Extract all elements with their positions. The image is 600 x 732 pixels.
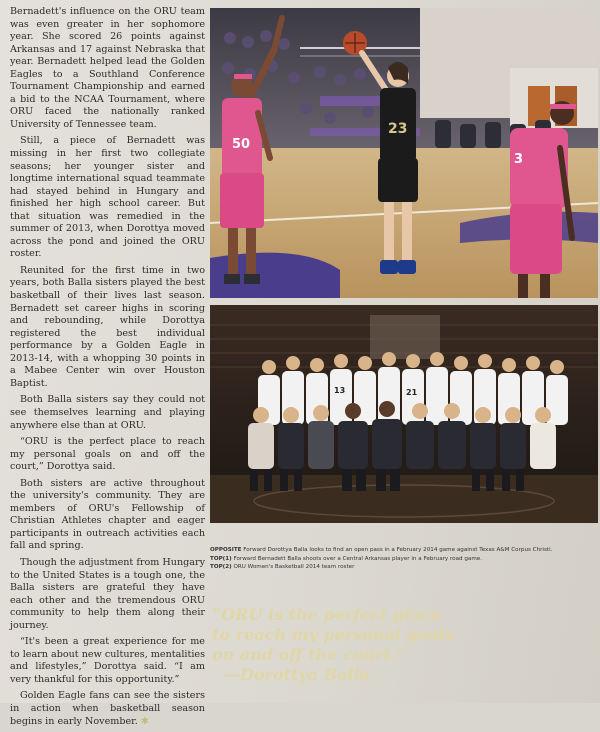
photo-captions — [210, 546, 598, 572]
jersey-number-center: 23 — [388, 121, 408, 137]
pull-quote-line: to reach my personal goals — [212, 625, 454, 644]
end-mark-icon: ✱ — [140, 715, 149, 727]
article-paragraph: Both sisters are active throughout the university's community. They are members of ORU's Fellowship of Christian Athletes chapter and eager participants in outreach activities each fall and spring. — [10, 477, 205, 552]
article-paragraph-last — [10, 690, 205, 728]
article-body — [10, 6, 205, 732]
article-paragraph: Still, a piece of Bernadett was missing in her first two collegiate seasons; her younger sister and longtime international squad teammate had stayed behind in Hungary and finished her high school career. But that situation was remedied in the summer of 2013, when Dorottya moved across the pond and joined the ORU roster. — [10, 135, 205, 260]
team-photo-illustration — [210, 305, 598, 523]
article-paragraph: Though the adjustment from Hungary to the United States is a tough one, the Balla sisters are grateful they have each other and the tremendous ORU community to help them along their journey. — [10, 556, 205, 631]
article-paragraph: Both Balla sisters say they could not see themselves learning and playing anywhere else than at ORU. — [10, 394, 205, 431]
jersey-number-back-left: 13 — [334, 386, 346, 395]
team-photo — [210, 305, 598, 523]
caption-opposite: OPPOSITE Forward Dorottya Balla looks to find an open pass in a February 2014 game against Texas A&M Corpus Christi. — [210, 547, 553, 553]
jersey-number-right: 3 — [514, 152, 524, 167]
jersey-number-back-center: 21 — [406, 388, 418, 397]
pull-quote — [212, 605, 592, 685]
game-photo — [210, 8, 598, 298]
game-photo-illustration — [210, 8, 598, 298]
pull-quote-attribution: —Dorottya Balla — [224, 665, 371, 684]
caption-top-2: TOP(2) ORU Women's Basketball 2014 team roster — [210, 564, 355, 571]
article-paragraph: “ORU is the perfect place to reach my personal goals on and off the court,” Dorottya said. — [10, 436, 205, 473]
caption-top-1: TOP(1) Forward Bernadett Balla shoots over a Central Arkansas player in a February road game. — [210, 555, 483, 562]
pull-quote-line: on and off the court.” — [212, 645, 406, 664]
pull-quote-line: “ORU is the perfect place — [212, 605, 441, 624]
article-paragraph: “It's been a great experience for me to learn about new cultures, mentalities and lifestyles,” Dorottya said. “I am very thankful for this opportunity.” — [10, 636, 205, 685]
article-paragraph: Golden Eagle fans can see the sisters in action when basketball season begins in early November. — [10, 690, 205, 727]
article-paragraph: Reunited for the first time in two years, both Balla sisters played the best basketball of their lives last season. Bernadett set career highs in scoring and rebounding, while Dorottya registered the best individual performance by a Golden Eagle in 2013-14, with a whopping 30 points in a Mabee Center win over Houston Baptist. — [10, 264, 205, 389]
article-paragraph: Bernadett's influence on the ORU team was even greater in her sophomore year. She scored 26 points against Arkansas and 17 against Nebraska that year. Bernadett helped lead the Golden Eagles to a Southland Conference Tournament Championship and earned a bid to the NCAA Tournament, where ORU faced the nationally ranked University of Tennessee team. — [10, 6, 205, 130]
jersey-number-left: 50 — [232, 137, 251, 152]
